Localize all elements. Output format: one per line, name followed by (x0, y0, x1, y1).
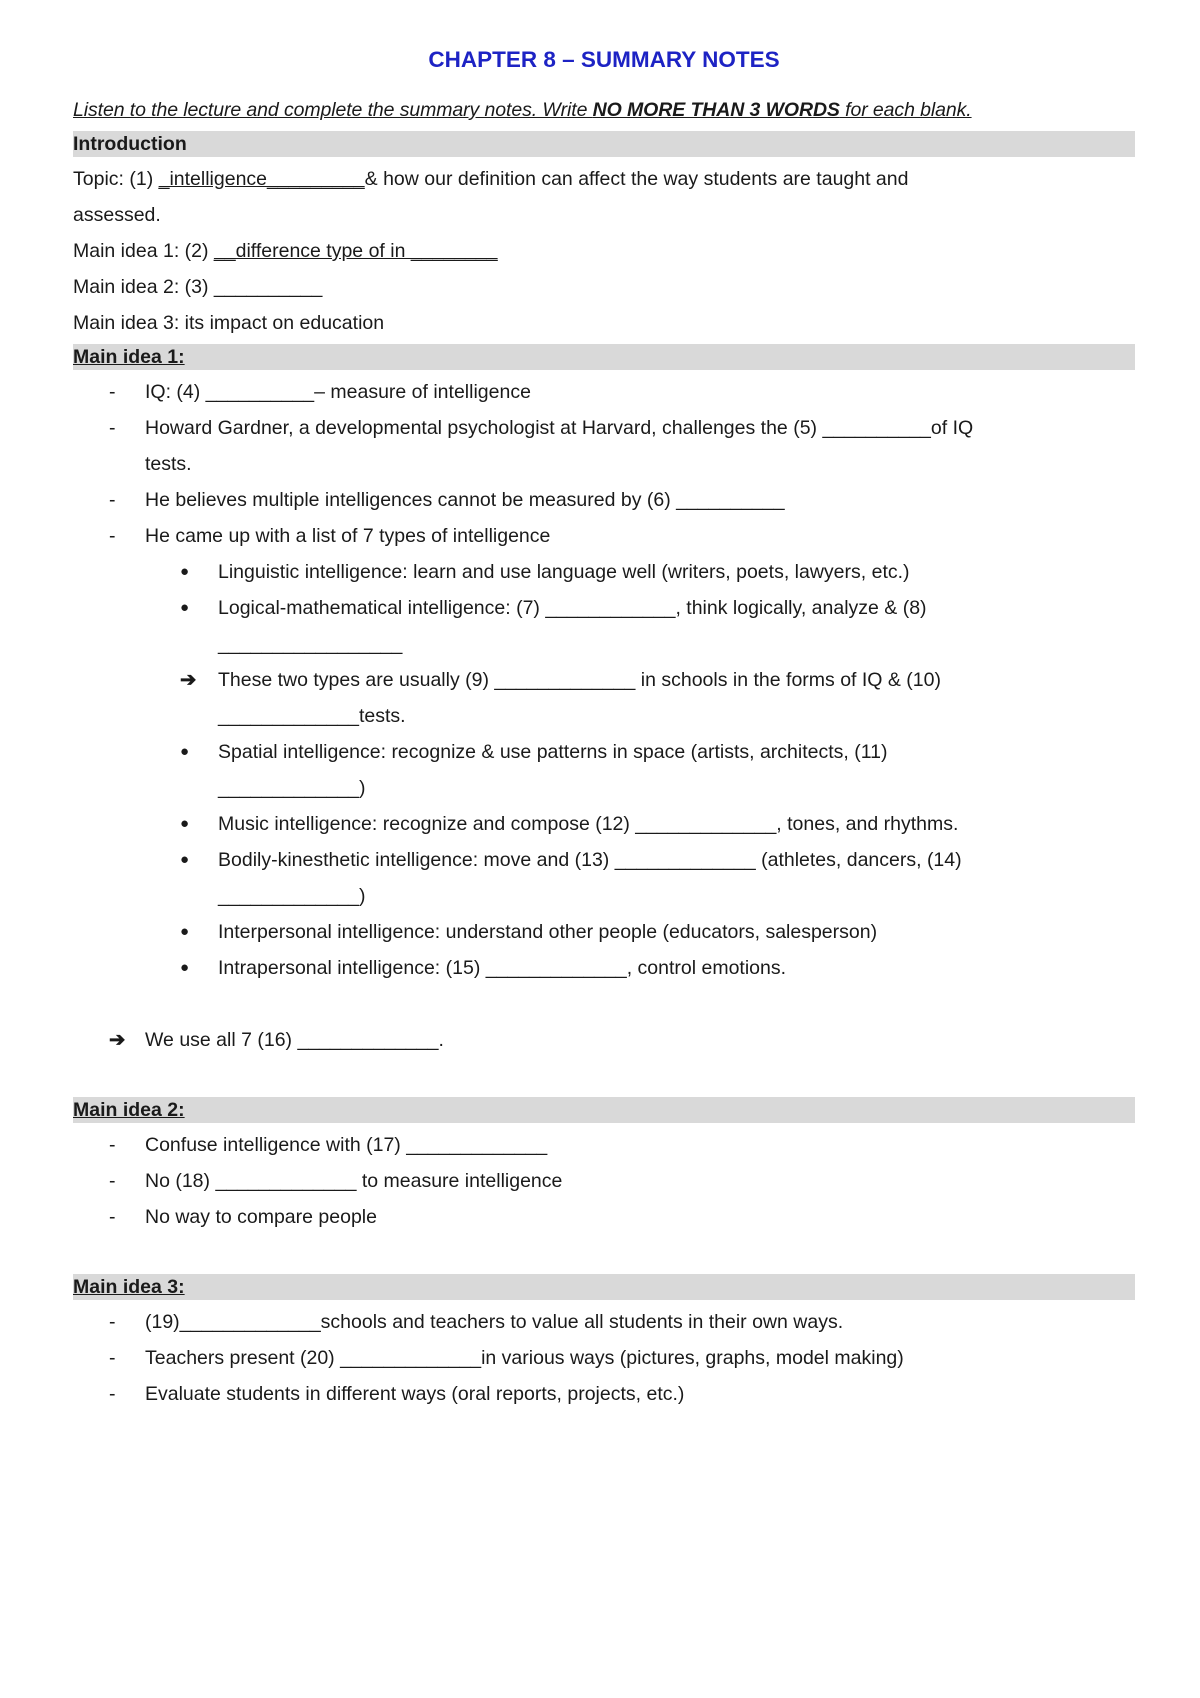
dash-mark: - (109, 1206, 116, 1228)
list-item-text: No (18) _____________ to measure intelligence (145, 1170, 563, 1192)
bullet-item (73, 554, 1135, 590)
bullet-text: Linguistic intelligence: learn and use language well (writers, poets, lawyers, etc.) (218, 561, 910, 583)
arrow-icon: ➔ (109, 1029, 126, 1051)
dash-mark: - (109, 1347, 116, 1369)
bullet-text: Music intelligence: recognize and compose (12) _____________, tones, and rhythms. (218, 813, 959, 835)
bullet-icon: ● (180, 923, 190, 940)
spacer (73, 986, 1135, 1022)
bullet-continuation (73, 770, 1135, 806)
list-item-text: IQ: (4) __________– measure of intelligence (145, 381, 531, 403)
bullet-item (73, 914, 1135, 950)
instruction-bold: NO MORE THAN 3 WORDS (592, 99, 840, 121)
list-item-text: He came up with a list of 7 types of intelligence (145, 525, 551, 547)
dash-mark: - (109, 381, 116, 403)
intro-main-idea-3: Main idea 3: its impact on education (73, 312, 385, 334)
topic-continuation: assessed. (73, 204, 161, 226)
bullet-icon: ● (180, 563, 190, 580)
topic-suffix: & how our definition can affect the way students are taught and (364, 168, 909, 190)
section-heading-introduction: Introduction (73, 131, 1135, 157)
section-heading-main-idea-3: Main idea 3: (73, 1274, 1135, 1300)
bullet-item (73, 842, 1135, 878)
list-item (73, 1376, 1135, 1412)
bullet-text: Spatial intelligence: recognize & use patterns in space (artists, architects, (11) (218, 741, 888, 763)
document-page (73, 40, 1135, 1412)
list-item-text: (19)_____________schools and teachers to value all students in their own ways. (145, 1311, 844, 1333)
intro-idea1-answer: __difference type of in ________ (213, 240, 498, 262)
list-item (73, 1163, 1135, 1199)
bullet-icon: ● (180, 815, 190, 832)
topic-prefix: Topic: (1) (73, 168, 159, 190)
list-item-text: He believes multiple intelligences cannot be measured by (6) __________ (145, 489, 785, 511)
dash-mark: - (109, 417, 116, 439)
arrow-text: _____________tests. (218, 705, 406, 727)
topic-line (73, 161, 1135, 197)
section-heading-main-idea-2: Main idea 2: (73, 1097, 1135, 1123)
list-item (73, 1127, 1135, 1163)
spacer (73, 1058, 1135, 1094)
arrow-icon: ➔ (180, 669, 197, 691)
bullet-text: Logical-mathematical intelligence: (7) ____________, think logically, analyze & (8) (218, 597, 927, 619)
dash-mark: - (109, 1170, 116, 1192)
topic-answer: _intelligence_________ (158, 168, 365, 190)
bullet-item (73, 950, 1135, 986)
bullet-text: _____________) (218, 777, 366, 799)
dash-mark: - (109, 1311, 116, 1333)
arrow-continuation (73, 698, 1135, 734)
conclusion-item (73, 1022, 1135, 1058)
bullet-icon: ● (180, 851, 190, 868)
section-heading-main-idea-1: Main idea 1: (73, 344, 1135, 370)
list-item (73, 1304, 1135, 1340)
bullet-text: Interpersonal intelligence: understand other people (educators, salesperson) (218, 921, 878, 943)
dash-mark: - (109, 489, 116, 511)
bullet-text: Bodily-kinesthetic intelligence: move and (13) _____________ (athletes, dancers, (14) (218, 849, 962, 871)
instruction-part2: for each blank. (839, 99, 972, 121)
bullet-continuation (73, 878, 1135, 914)
list-item-text: tests. (145, 453, 192, 475)
arrow-item (73, 662, 1135, 698)
bullet-icon: ● (180, 599, 190, 616)
list-item-text: Evaluate students in different ways (oral reports, projects, etc.) (145, 1383, 685, 1405)
bullet-text: _____________) (218, 885, 366, 907)
bullet-text: Intrapersonal intelligence: (15) _____________, control emotions. (218, 957, 787, 979)
instruction-part1: Listen to the lecture and complete the summary notes. Write (73, 99, 593, 121)
intro-main-idea-1 (73, 233, 1135, 269)
dash-mark: - (109, 1134, 116, 1156)
intro-idea1-prefix: Main idea 1: (2) (73, 240, 214, 262)
dash-mark: - (109, 525, 116, 547)
list-item (73, 518, 1135, 554)
list-item (73, 410, 1135, 446)
instruction-text (73, 92, 1135, 128)
bullet-icon: ● (180, 743, 190, 760)
list-item (73, 1199, 1135, 1235)
list-item (73, 482, 1135, 518)
bullet-continuation (73, 626, 1135, 662)
page-title: CHAPTER 8 – SUMMARY NOTES (428, 47, 780, 72)
conclusion-text: We use all 7 (16) _____________. (145, 1029, 444, 1051)
bullet-text: _________________ (218, 633, 403, 655)
dash-mark: - (109, 1383, 116, 1405)
list-item-text: Teachers present (20) _____________in various ways (pictures, graphs, model making) (145, 1347, 904, 1369)
list-item (73, 374, 1135, 410)
list-item-continuation (73, 446, 1135, 482)
list-item (73, 1340, 1135, 1376)
list-item-text: No way to compare people (145, 1206, 377, 1228)
bullet-item (73, 590, 1135, 626)
bullet-item (73, 734, 1135, 770)
bullet-item (73, 806, 1135, 842)
list-item-text: Confuse intelligence with (17) _____________ (145, 1134, 548, 1156)
spacer (73, 1235, 1135, 1271)
bullet-icon: ● (180, 959, 190, 976)
intro-main-idea-2: Main idea 2: (3) __________ (73, 276, 323, 298)
list-item-text: Howard Gardner, a developmental psychologist at Harvard, challenges the (5) __________of IQ (145, 417, 974, 439)
arrow-text: These two types are usually (9) _____________ in schools in the forms of IQ & (10) (218, 669, 941, 691)
